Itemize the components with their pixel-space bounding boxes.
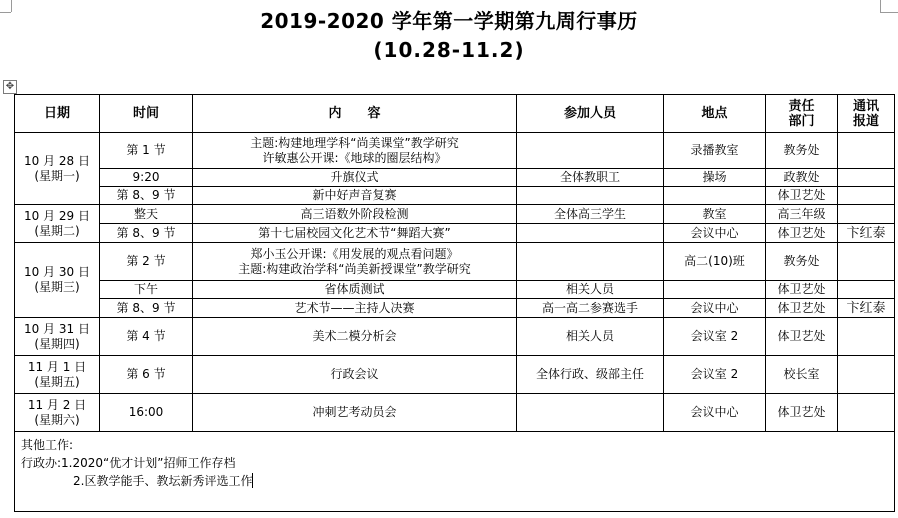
notify-cell: 卞红泰 [838,224,895,243]
participants-cell [517,224,664,243]
document-title: 2019-2020 学年第一学期第九周行事历 [260,9,638,33]
content-cell: 升旗仪式 [193,169,517,187]
content-cell: 行政会议 [193,356,517,394]
content-cell: 第十七届校园文化艺术节“舞蹈大赛” [193,224,517,243]
participants-cell [517,133,664,169]
header-participants: 参加人员 [517,95,664,133]
participants-cell [517,187,664,205]
table-row [15,318,895,356]
participants-cell: 全体教职工 [517,169,664,187]
notify-cell: 卞红泰 [838,299,895,318]
table-row [15,169,895,187]
location-cell: 会议室 2 [664,356,766,394]
location-cell [664,187,766,205]
dept-cell: 体卫艺处 [766,318,838,356]
date-cell: 10 月 30 日 (星期三) [15,243,100,318]
other-work-line: 2.区教学能手、教坛新秀评选工作 [73,474,253,488]
participants-cell [517,394,664,432]
table-row [15,281,895,299]
location-cell: 教室 [664,205,766,224]
other-work-cell[interactable] [15,432,895,512]
location-cell [664,281,766,299]
document-subtitle: (10.28-11.2) [373,38,525,62]
notify-cell [838,169,895,187]
notify-cell [838,205,895,224]
notify-cell [838,356,895,394]
dept-cell: 教务处 [766,243,838,281]
notify-cell [838,394,895,432]
table-row [15,224,895,243]
participants-cell: 全体行政、级部主任 [517,356,664,394]
participants-cell [517,243,664,281]
other-work-row [15,432,895,512]
time-cell: 第 8、9 节 [100,187,193,205]
participants-cell: 全体高三学生 [517,205,664,224]
location-cell: 会议中心 [664,299,766,318]
header-location: 地点 [664,95,766,133]
table-row [15,299,895,318]
other-work-heading: 其他工作: [21,438,74,452]
time-cell: 第 4 节 [100,318,193,356]
header-row [15,95,895,133]
location-cell: 会议中心 [664,224,766,243]
content-cell: 冲刺艺考动员会 [193,394,517,432]
time-cell: 第 6 节 [100,356,193,394]
notify-cell [838,133,895,169]
date-cell: 10 月 28 日 (星期一) [15,133,100,205]
time-cell: 第 8、9 节 [100,299,193,318]
date-cell: 11 月 1 日 (星期五) [15,356,100,394]
header-notify: 通讯 报道 [838,95,895,133]
dept-cell: 校长室 [766,356,838,394]
location-cell: 会议中心 [664,394,766,432]
location-cell: 录播教室 [664,133,766,169]
text-cursor [252,473,253,488]
dept-cell: 体卫艺处 [766,224,838,243]
table-row [15,205,895,224]
schedule-table [14,94,895,512]
location-cell: 会议室 2 [664,318,766,356]
content-cell: 新中好声音复赛 [193,187,517,205]
table-row [15,133,895,169]
dept-cell: 体卫艺处 [766,394,838,432]
header-time: 时间 [100,95,193,133]
header-date: 日期 [15,95,100,133]
dept-cell: 高三年级 [766,205,838,224]
time-cell: 第 1 节 [100,133,193,169]
table-row [15,243,895,281]
other-work-line: 行政办:1.2020“优才计划”招师工作存档 [21,456,236,470]
dept-cell: 政教处 [766,169,838,187]
time-cell: 16:00 [100,394,193,432]
notify-cell [838,187,895,205]
dept-cell: 体卫艺处 [766,281,838,299]
dept-cell: 体卫艺处 [766,187,838,205]
date-cell: 10 月 29 日 (星期二) [15,205,100,243]
content-cell: 美术二模分析会 [193,318,517,356]
notify-cell [838,318,895,356]
time-cell: 第 2 节 [100,243,193,281]
participants-cell: 相关人员 [517,318,664,356]
dept-cell: 教务处 [766,133,838,169]
time-cell: 9:20 [100,169,193,187]
content-cell: 省体质测试 [193,281,517,299]
content-cell: 高三语数外阶段检测 [193,205,517,224]
header-dept: 责任 部门 [766,95,838,133]
header-content: 内 容 [193,95,517,133]
content-cell: 郑小玉公开课:《用发展的观点看问题》 主题:构建政治学科“尚美新授课堂”教学研究 [193,243,517,281]
location-cell: 操场 [664,169,766,187]
table-move-handle-icon[interactable]: ✥ [3,80,17,94]
content-cell: 艺术节——主持人决赛 [193,299,517,318]
content-cell: 主题:构建地理学科“尚美课堂”教学研究 许敏惠公开课:《地球的圈层结构》 [193,133,517,169]
time-cell: 第 8、9 节 [100,224,193,243]
dept-cell: 体卫艺处 [766,299,838,318]
notify-cell [838,281,895,299]
table-row [15,356,895,394]
date-cell: 10 月 31 日 (星期四) [15,318,100,356]
location-cell: 高二(10)班 [664,243,766,281]
time-cell: 整天 [100,205,193,224]
time-cell: 下午 [100,281,193,299]
participants-cell: 相关人员 [517,281,664,299]
table-row [15,394,895,432]
date-cell: 11 月 2 日 (星期六) [15,394,100,432]
notify-cell [838,243,895,281]
table-row [15,187,895,205]
participants-cell: 高一高二参赛选手 [517,299,664,318]
